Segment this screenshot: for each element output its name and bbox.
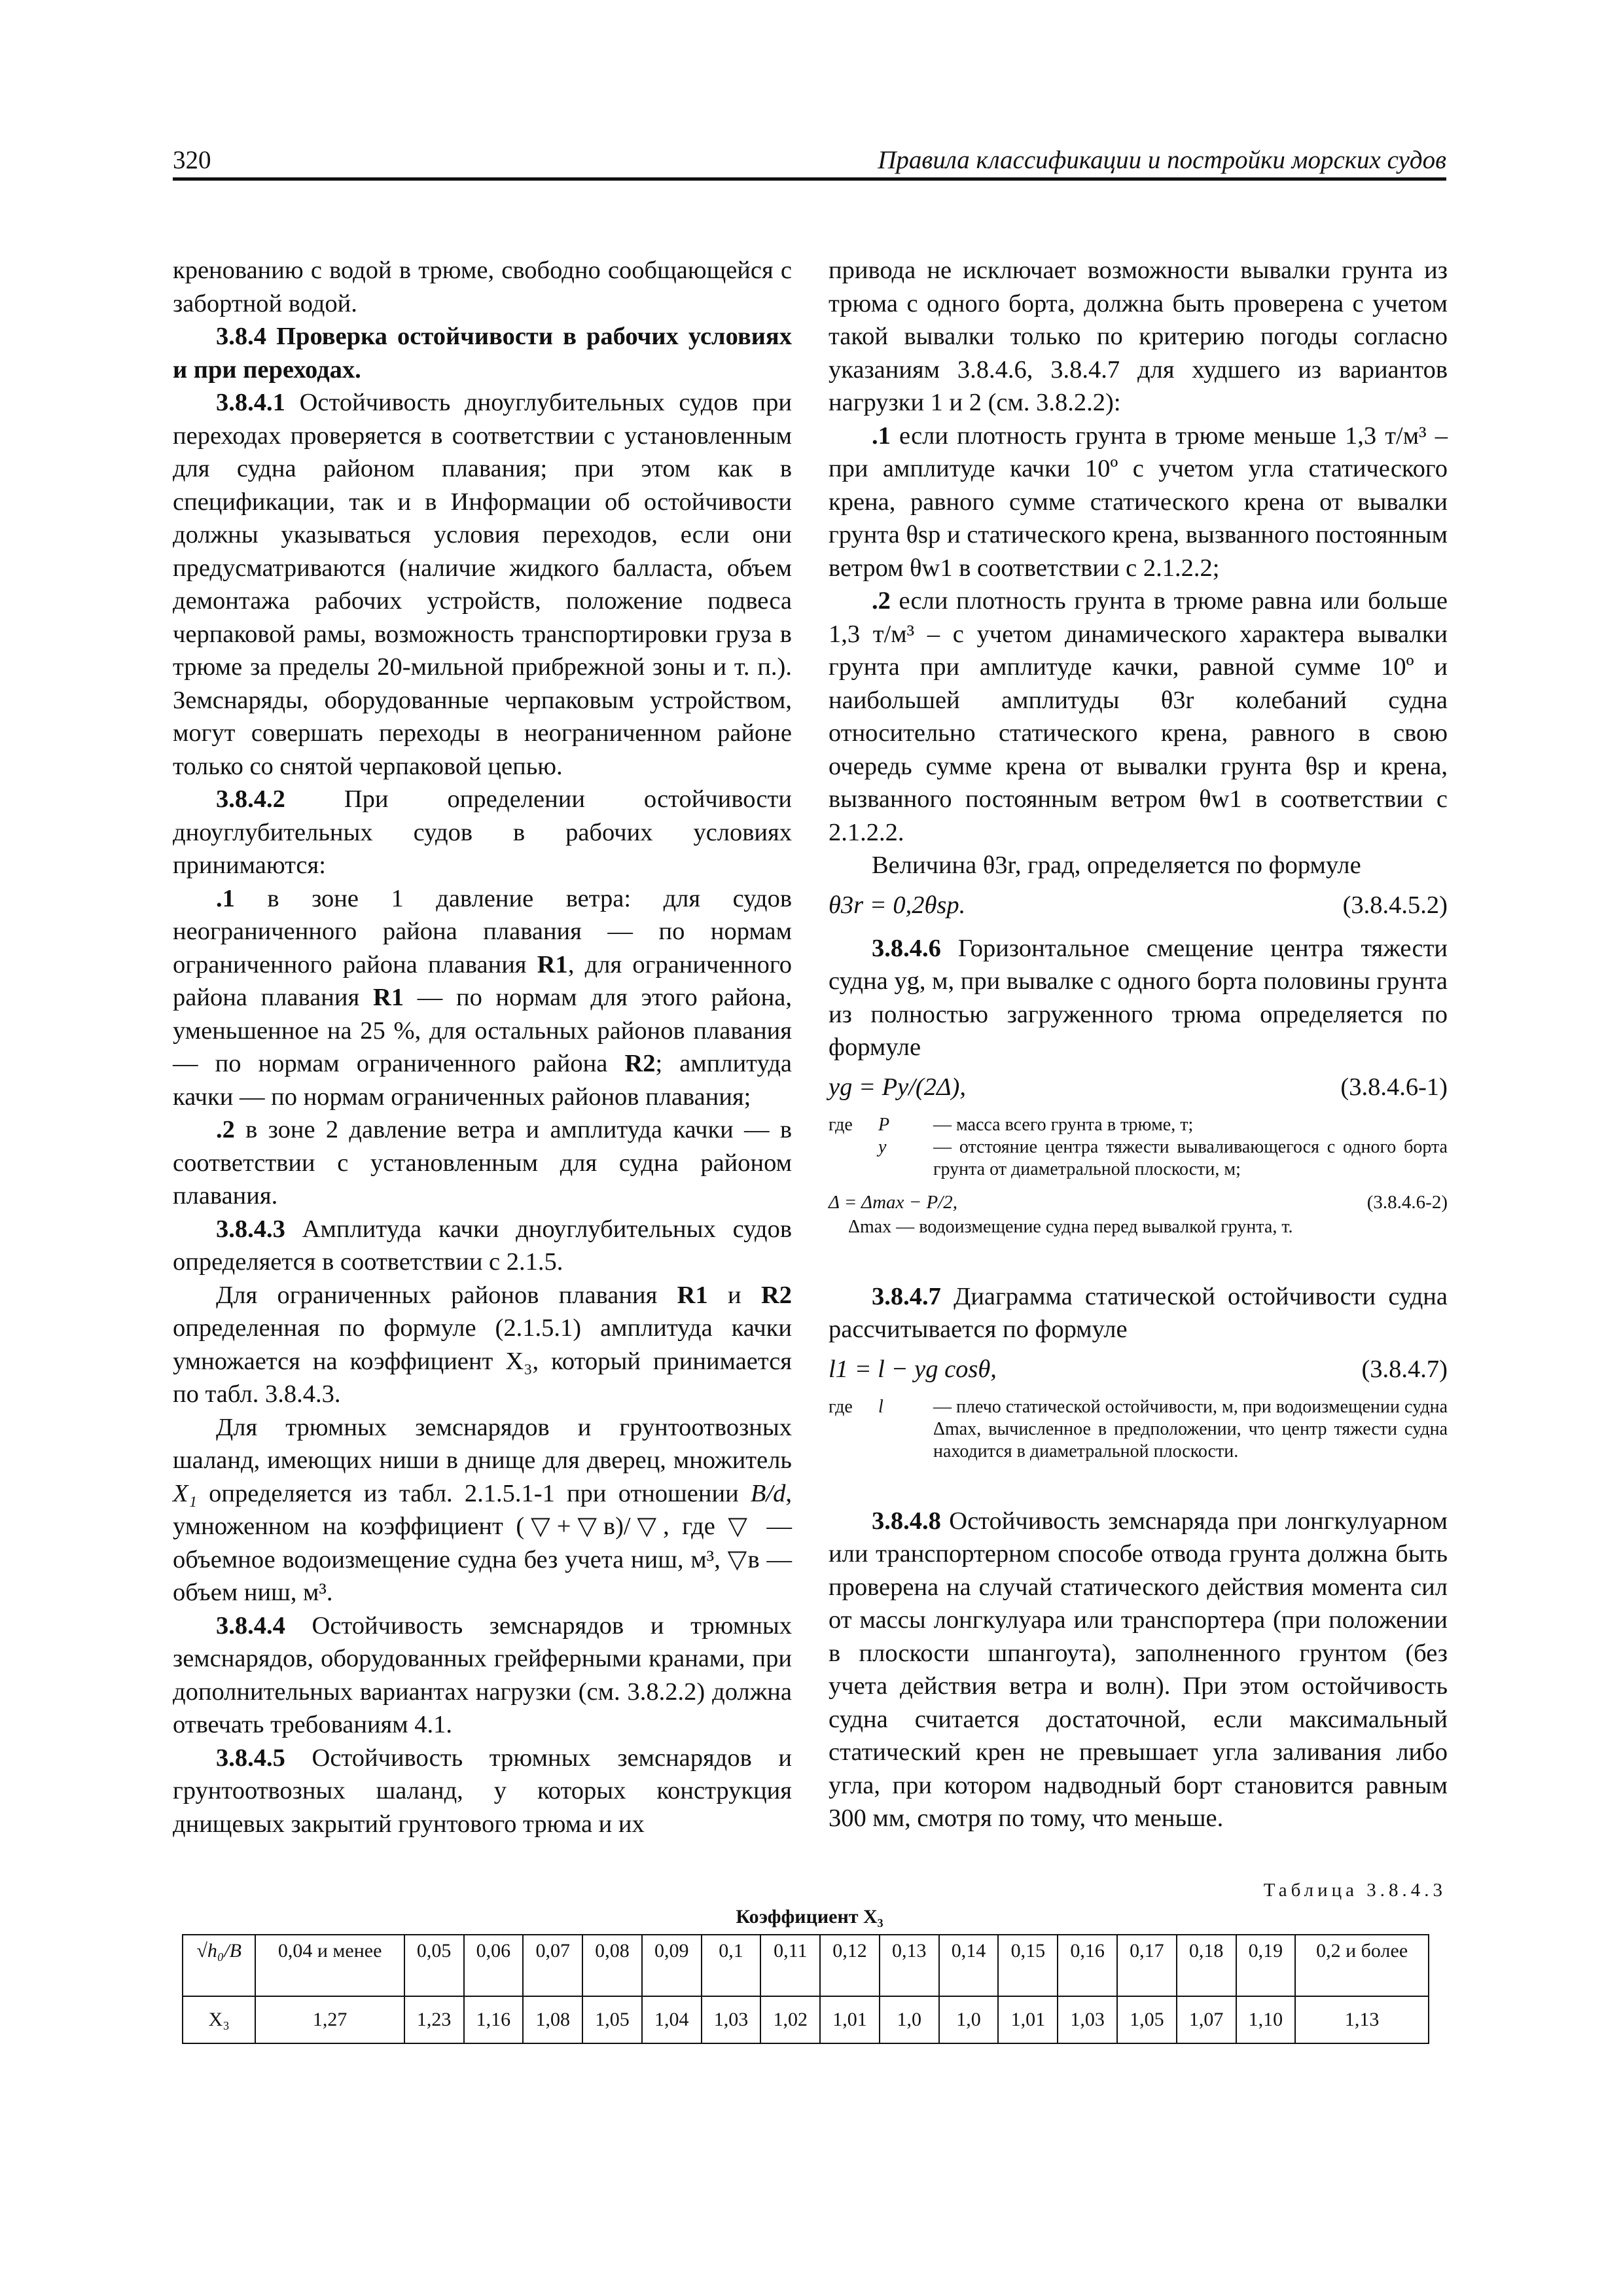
table-cell: 1,04	[642, 1996, 702, 2043]
list-item-density-above	[829, 584, 1448, 849]
table-cell: 1,05	[1117, 1996, 1177, 2043]
right-column	[829, 254, 1448, 1835]
formula-expression: l1 = l − yg cosθ,	[829, 1355, 997, 1383]
item-text: , для ограниченного района плавания	[173, 950, 792, 1011]
where-text: — масса всего грунта в трюме, т;	[933, 1114, 1194, 1135]
where-block-1	[829, 1114, 1448, 1181]
list-item-density-below	[829, 420, 1448, 585]
item-text: — по нормам для этого района, уменьшенное на 25 %, для остальных районов плавания — по нормам ограниченного района	[173, 984, 793, 1077]
paragraph-x1-multiplier	[173, 1411, 792, 1609]
where-text: — плечо статической остойчивости, м, при водоизмещении судна Δmax, вычисленное в предположении, что центр тяжести судна находится в диаметральной плоскости.	[933, 1396, 1448, 1462]
table-caption: Таблица 3.8.4.3	[1263, 1880, 1446, 1901]
region-code: R1	[537, 950, 568, 978]
table-cell: 0,1	[702, 1935, 761, 1996]
item-number: .2	[872, 587, 891, 615]
table-cell: 1,23	[404, 1996, 464, 2043]
region-code: R1	[677, 1281, 708, 1309]
item-number: .1	[872, 422, 891, 450]
table-cell: 0,18	[1177, 1935, 1236, 1996]
clause-number: 3.8.4.1	[216, 389, 285, 416]
table-row	[183, 1935, 1429, 1996]
clause-text: Остойчивость дноуглубительных судов при переходах проверяется в соответствии с установленным для судна районом плавания; при этом как в спецификации, так и в Информации об остойчивости должны указываться условия переходов, если они предусматриваются (наличие жидкого балласта, объем демонтажа рабочих устройств, положение подвеса черпаковой рамы, возможность транспортировки груза в трюме за пределы 20-мильной прибрежной зоны и т. п.). Земснаряды, оборудованные черпаковым устройством, могут совершать переходы в неограниченном районе только со снятой черпаковой цепью.	[173, 389, 792, 780]
formula-3-8-4-5-2	[829, 889, 1448, 923]
table-cell: 1,0	[880, 1996, 939, 2043]
clause-number: 3.8.4.2	[216, 785, 285, 813]
table-cell: 1,01	[998, 1996, 1058, 2043]
item-number: .1	[216, 884, 235, 912]
clause-number: 3.8.4.7	[872, 1282, 941, 1310]
region-code: R1	[372, 984, 404, 1011]
table-title: Коэффициент X₃	[736, 1906, 883, 1928]
region-code: R2	[624, 1050, 656, 1077]
item-text: в зоне 1 давление ветра: для судов неограниченного района плавания — по нормам ограниченного района плавания	[173, 884, 793, 978]
clause-text: Остойчивость трюмных земснарядов и грунтоотвозных шаланд, у которых конструкция днищевых закрытий грунтового трюма и их	[173, 1744, 793, 1838]
item-text: если плотность грунта в трюме равна или больше 1,3 т/м³ – с учетом динамического характера вывалки грунта при амплитуде качки, равной сумме 10º и наибольшей амплитуды θ3r колебаний судна относительно статического крена, равного в свою очередь сумме крена от вывалки грунта θsp и крена, вызванного постоянным ветром θw1 в соответствии с 2.1.2.2.	[829, 587, 1448, 846]
table-header-cell: X₃	[183, 1996, 255, 2043]
where-text: — отстояние центра тяжести вываливающегося с одного борта грунта от диаметральной плоскости, м;	[933, 1136, 1448, 1179]
clause-text: Амплитуда качки дноуглубительных судов определяется в соответствии с 2.1.5.	[173, 1215, 793, 1276]
table-cell: 1,01	[820, 1996, 880, 2043]
table-cell: 0,09	[642, 1935, 702, 1996]
symbol: X₁	[173, 1479, 197, 1507]
where-symbol: l	[878, 1396, 883, 1417]
table-cell: 0,13	[880, 1935, 939, 1996]
where-block-3	[829, 1396, 1448, 1463]
formula-expression: Δ = Δmax − P/2,	[829, 1191, 957, 1213]
table-cell: 1,13	[1295, 1996, 1429, 2043]
formula-expression: θ3r = 0,2θsp.	[829, 891, 966, 919]
text-run: и	[728, 1281, 741, 1309]
paragraph-continuation: привода не исключает возможности вывалки грунта из трюма с одного борта, должна быть проверена с учетом такой вывалки только по критерию погоды согласно указаниям 3.8.4.6, 3.8.4.7 для худшего из вариантов нагрузки 1 и 2 (см. 3.8.2.2):	[829, 257, 1448, 416]
where-label: где	[829, 1114, 853, 1135]
where-row	[829, 1114, 1448, 1136]
formula-number: (3.8.4.6-2)	[1366, 1191, 1448, 1213]
formula-3-8-4-6-2	[829, 1186, 1448, 1212]
table-cell: 0,14	[939, 1935, 999, 1996]
section-heading-3-8-4: 3.8.4 Проверка остойчивости в рабочих условиях и при переходах.	[173, 323, 792, 384]
page-number: 320	[173, 146, 211, 174]
where-symbol: P	[878, 1114, 890, 1135]
table-cell: 0,05	[404, 1935, 464, 1996]
clause-number: 3.8.4.5	[216, 1744, 285, 1772]
table-cell: 1,08	[523, 1996, 582, 2043]
table-cell: 1,03	[702, 1996, 761, 2043]
paragraph-continuation: кренованию с водой в трюме, свободно сообщающейся с забортной водой.	[173, 257, 792, 317]
clause-number: 3.8.4.4	[216, 1611, 285, 1640]
paragraph-restricted-regions	[173, 1279, 792, 1411]
table-cell: 1,03	[1058, 1996, 1117, 2043]
where-text: Δmax — водоизмещение судна перед вывалкой грунта, т.	[848, 1216, 1293, 1237]
table-cell: 0,07	[523, 1935, 582, 1996]
item-number: .2	[216, 1116, 235, 1143]
table-cell: 1,0	[939, 1996, 999, 2043]
table-cell: 0,19	[1236, 1935, 1296, 1996]
symbol: B/d	[750, 1479, 786, 1507]
clause-number: 3.8.4.6	[872, 934, 941, 962]
running-title: Правила классификации и постройки морских судов	[878, 146, 1446, 174]
table-cell: 1,07	[1177, 1996, 1236, 2043]
formula-expression: yg = Py/(2Δ),	[829, 1073, 966, 1101]
clause-text: Диаграмма статической остойчивости судна рассчитывается по формуле	[829, 1282, 1448, 1343]
formula-3-8-4-6-1	[829, 1071, 1448, 1105]
where-block-2	[829, 1216, 1448, 1238]
where-row	[829, 1396, 1448, 1463]
text-run: Для ограниченных районов плавания	[216, 1281, 658, 1309]
table-cell: 0,2 и более	[1295, 1935, 1429, 1996]
clause-text: Остойчивость земснаряда при лонгкулуарном или транспортерном способе отвода грунта должна быть проверена на случай статического действия момента сил от массы лонгкулуара или транспортера (при положении в плоскости шпангоута), заполненного грунтом (без учета действия ветра и волн). При этом остойчивость судна считается достаточной, если максимальный статический крен не превышает угла заливания либо угла, при котором надводный борт становится равным 300 мм, смотря по тому, что меньше.	[829, 1507, 1448, 1832]
where-label: где	[829, 1396, 853, 1417]
table-cell: 1,02	[760, 1996, 820, 2043]
paragraph-3-8-4-5	[173, 1742, 792, 1841]
list-item-zone-2	[173, 1113, 792, 1213]
clause-text: Горизонтальное смещение центра тяжести судна yg, м, при вывалке с одного борта половины грунта из полностью загруженного трюма определяется по формуле	[829, 934, 1448, 1061]
table-header-cell: √h₀/B	[183, 1935, 255, 1996]
table-row	[183, 1996, 1429, 2043]
table-cell: 0,04 и менее	[255, 1935, 404, 1996]
where-row	[829, 1136, 1448, 1181]
paragraph-3-8-4-4	[173, 1609, 792, 1742]
table-cell: 1,16	[464, 1996, 524, 2043]
table-cell: 1,27	[255, 1996, 404, 2043]
paragraph-3-8-4-2	[173, 783, 792, 882]
table-cell: 1,10	[1236, 1996, 1296, 2043]
formula-number: (3.8.4.7)	[1361, 1355, 1448, 1383]
text-run: Для трюмных земснарядов и грунтоотвозных шаланд, имеющих ниши в днище для дверец, множитель	[173, 1413, 792, 1474]
paragraph-3-8-4-6	[829, 932, 1448, 1064]
coefficient-table	[182, 1934, 1429, 2044]
table-cell: 0,17	[1117, 1935, 1177, 1996]
text-run: , умноженном на коэффициент (▽+▽в)/▽, где ▽ — объемное водоизмещение судна без учета ниш, м³, ▽в — объем ниш, м³.	[173, 1479, 793, 1606]
paragraph-3-8-4-3	[173, 1213, 792, 1279]
clause-text: Остойчивость земснарядов и трюмных земснарядов, оборудованных грейферными кранами, при дополнительных вариантах нагрузки (см. 3.8.2.2) должна отвечать требованиям 4.1.	[173, 1611, 793, 1738]
text-run: определенная по формуле (2.1.5.1) амплитуда качки умножается на коэффициент X₃, который принимается по табл. 3.8.4.3.	[173, 1314, 792, 1408]
clause-number: 3.8.4.3	[216, 1215, 285, 1243]
left-column	[173, 254, 792, 1840]
item-text: ; амплитуда качки — по нормам ограниченных районов плавания;	[173, 1050, 792, 1111]
paragraph-theta-definition: Величина θ3r, град, определяется по формуле	[872, 852, 1361, 879]
formula-number: (3.8.4.6-1)	[1340, 1073, 1448, 1101]
formula-3-8-4-7	[829, 1353, 1448, 1387]
paragraph-3-8-4-7	[829, 1280, 1448, 1346]
item-text: если плотность грунта в трюме меньше 1,3 т/м³ – при амплитуде качки 10º с учетом угла статического крена, равного сумме статического крена от вывалки грунта θsp и статического крена, вызванного постоянным ветром θw1 в соответствии с 2.1.2.2;	[829, 422, 1448, 582]
table-cell: 0,12	[820, 1935, 880, 1996]
table-cell: 0,16	[1058, 1935, 1117, 1996]
text-run: определяется из табл. 2.1.5.1-1 при отношении	[209, 1479, 739, 1507]
paragraph-3-8-4-1	[173, 386, 792, 783]
header-rule	[173, 177, 1446, 181]
clause-number: 3.8.4.8	[872, 1507, 941, 1535]
spacer	[829, 1468, 1448, 1505]
table-cell: 0,06	[464, 1935, 524, 1996]
spacer	[829, 1244, 1448, 1280]
formula-number: (3.8.4.5.2)	[1342, 891, 1448, 919]
where-symbol: y	[878, 1136, 887, 1157]
table-cell: 1,05	[582, 1996, 642, 2043]
clause-text: При определении остойчивости дноуглубительных судов в рабочих условиях принимаются:	[173, 785, 792, 879]
item-text: в зоне 2 давление ветра и амплитуда качки — в соответствии с установленным для судна районом плавания.	[173, 1116, 792, 1210]
table-cell: 0,11	[760, 1935, 820, 1996]
table-cell: 0,08	[582, 1935, 642, 1996]
table-cell: 0,15	[998, 1935, 1058, 1996]
list-item-zone-1	[173, 882, 792, 1114]
region-code: R2	[760, 1281, 793, 1309]
paragraph-3-8-4-8	[829, 1505, 1448, 1835]
